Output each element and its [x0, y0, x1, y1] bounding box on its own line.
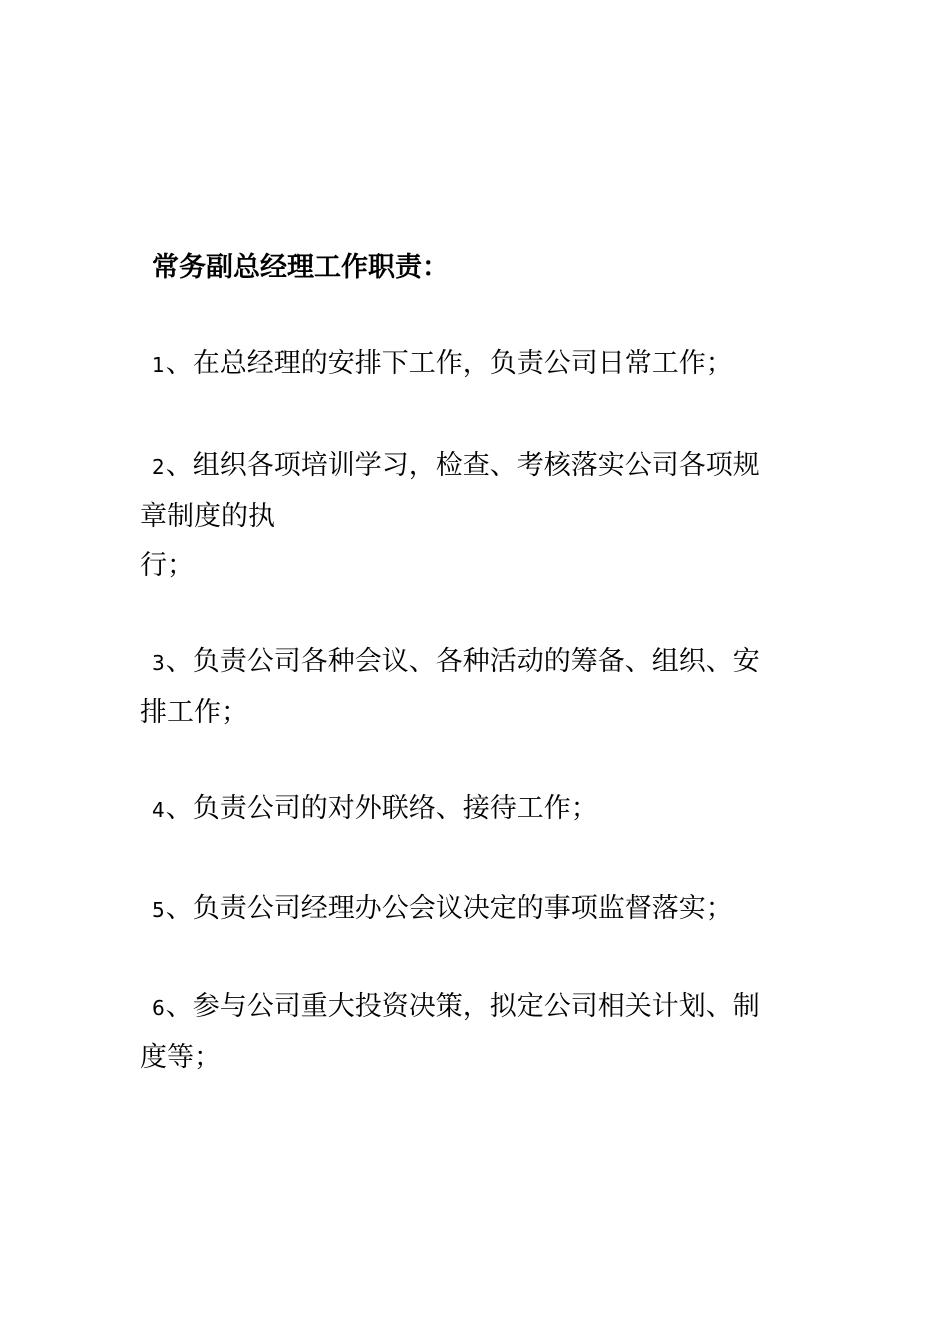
duty-item-number: 2 [152, 455, 166, 479]
duty-item-text: 、负责公司经理办公会议决定的事项监督落实； [165, 893, 733, 924]
duty-item-line: 排工作； [140, 697, 248, 728]
duty-item-number: 5 [152, 898, 166, 922]
duty-item-line [140, 441, 820, 492]
duty-item-line [140, 339, 820, 390]
duty-item-text: 、参与公司重大投资决策，拟定公司相关计划、制 [165, 991, 760, 1022]
duty-item-number: 1 [152, 353, 166, 377]
duty-item-4 [140, 784, 820, 835]
duty-item-5 [140, 884, 820, 935]
duty-item-text: 、组织各项培训学习，检查、考核落实公司各项规 [165, 450, 760, 481]
duty-item-line: 度等； [140, 1042, 221, 1073]
duty-item-line [140, 637, 820, 688]
duty-item-line: 行； [140, 550, 194, 581]
duty-item-text: 、负责公司各种会议、各种活动的筹备、组织、安 [165, 646, 760, 677]
duty-item-number: 3 [152, 651, 166, 675]
duty-item-text: 、在总经理的安排下工作，负责公司日常工作； [165, 348, 733, 379]
duty-item-1 [140, 339, 820, 390]
duty-item-line [140, 784, 820, 835]
duty-item-number: 6 [152, 996, 166, 1020]
duty-item-2 [140, 441, 820, 590]
duty-item-6 [140, 982, 820, 1082]
document-title: 常务副总经理工作职责： [152, 252, 449, 283]
duty-item-3 [140, 637, 820, 737]
duty-item-line: 章制度的执 [140, 501, 275, 532]
duty-item-number: 4 [152, 798, 166, 822]
duty-item-line [140, 982, 820, 1033]
duty-item-line [140, 884, 820, 935]
duty-item-text: 、负责公司的对外联络、接待工作； [165, 793, 598, 824]
